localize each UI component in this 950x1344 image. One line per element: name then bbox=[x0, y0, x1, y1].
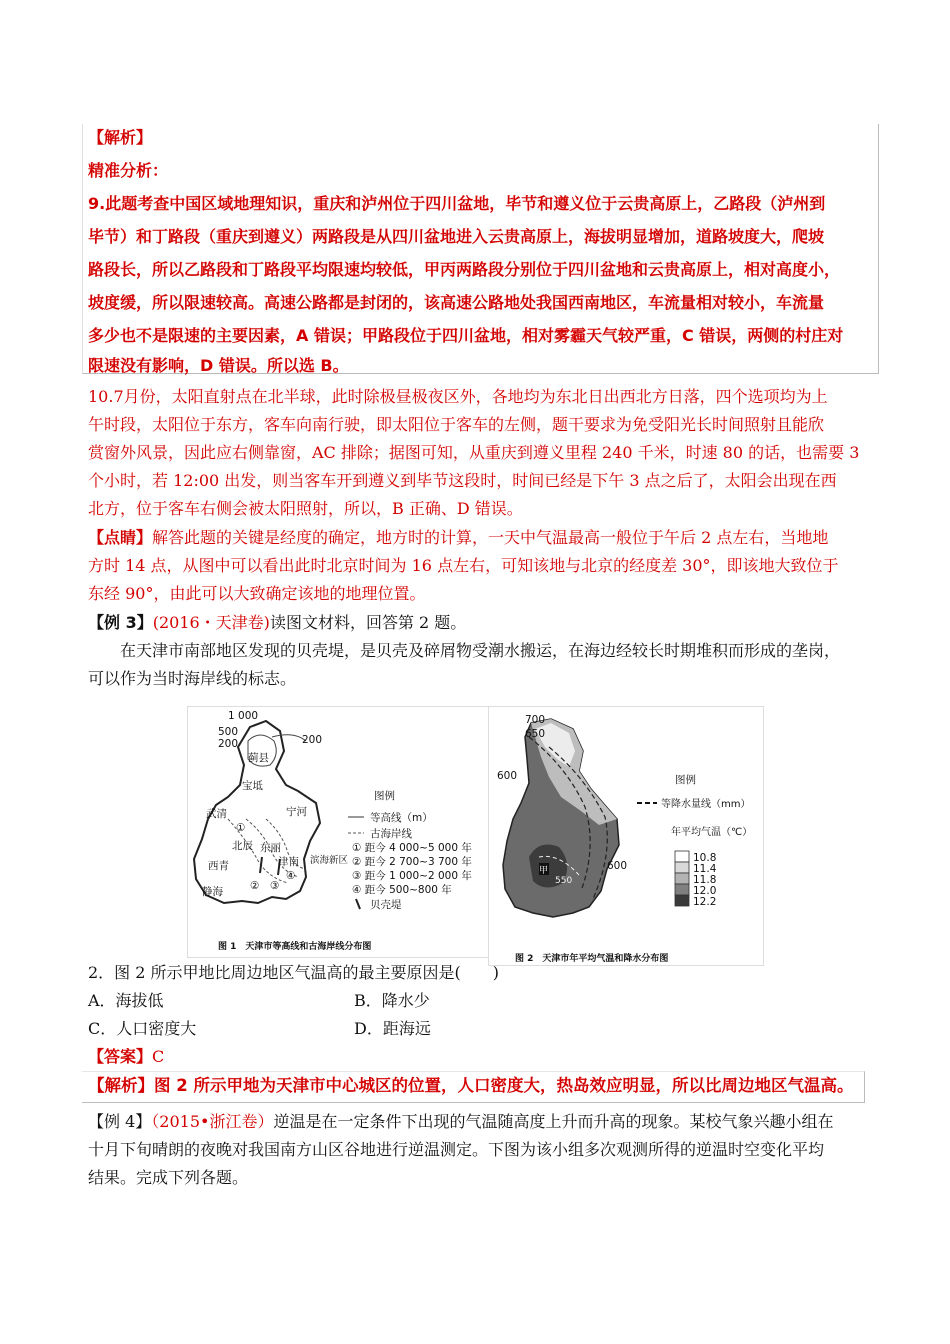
temp-swatch bbox=[675, 851, 689, 862]
legend-item: 古海岸线 bbox=[370, 828, 412, 840]
contour-label: 1 000 bbox=[228, 710, 259, 722]
place-label: 静海 bbox=[202, 886, 223, 898]
isohyet-label: 600 bbox=[497, 770, 518, 782]
q9-line: 毕节）和丁路段（重庆到遵义）两路段是从四川盆地进入云贵高原上，海拔明显增加，道路坡度大，爬坡 bbox=[88, 227, 825, 246]
place-label-binhai: 滨海新区 bbox=[310, 855, 349, 866]
q2-analysis-text: 图 2 所示甲地为天津市中心城区的位置，人口密度大，热岛效应明显，所以比周边地区气温高。 bbox=[154, 1076, 854, 1095]
example4-text: 逆温是在一定条件下出现的气温随高度上升而升高的现象。某校气象兴趣小组在 bbox=[273, 1112, 834, 1131]
example4-line: 十月下旬晴朗的夜晚对我国南方山区谷地进行逆温测定。下图为该小组多次观测所得的逆温时空变化平均 bbox=[88, 1140, 825, 1159]
example4-line: 结果。完成下列各题。 bbox=[88, 1168, 249, 1187]
isohyet-label: 700 bbox=[525, 714, 546, 726]
legend-shell-swatch bbox=[356, 899, 360, 909]
place-label: 东丽 bbox=[260, 842, 281, 854]
answer-line bbox=[88, 1046, 164, 1068]
legend-title: 图例 bbox=[374, 790, 395, 802]
figure2-map bbox=[488, 706, 764, 966]
q9-line: 路段长，所以乙路段和丁路段平均限速均较低，甲丙两路段分别位于四川盆地和云贵高原上，相对高度小， bbox=[88, 260, 841, 279]
precise-analysis-subheader: 精准分析： bbox=[88, 161, 169, 180]
figure2-caption: 图 2 天津市年平均气温和降水分布图 bbox=[515, 954, 669, 964]
q10-line: 北方，位于客车右侧会被太阳照射，所以，B 正确、D 错误。 bbox=[88, 499, 523, 518]
contour-label: 200 bbox=[218, 738, 239, 750]
temp-swatch bbox=[675, 895, 689, 906]
legend-title: 图例 bbox=[675, 774, 696, 786]
example4-heading bbox=[88, 1111, 833, 1133]
place-label: 武清 bbox=[206, 808, 227, 820]
temp-scale-label: 11.8 bbox=[693, 874, 717, 886]
legend-item: ① 距今 4 000~5 000 年 bbox=[352, 842, 472, 854]
q10-line: 个小时，若 12:00 出发，则当客车开到遵义到毕节这段时，时间已经是下午 3 点之后了，太阳会出现在西 bbox=[88, 471, 837, 490]
q2-analysis bbox=[88, 1075, 853, 1097]
legend-item: 贝壳堤 bbox=[370, 899, 402, 911]
answer-value: C bbox=[152, 1047, 165, 1066]
place-label: 宝坻 bbox=[242, 780, 263, 792]
isohyet-label: 650 bbox=[525, 728, 546, 740]
figure1-svg bbox=[188, 707, 488, 957]
legend-item: ② 距今 2 700~3 700 年 bbox=[352, 856, 472, 868]
figure1-caption: 图 1 天津市等高线和古海岸线分布图 bbox=[218, 942, 372, 952]
example3-label: 【例 3】 bbox=[88, 613, 153, 632]
circled-number: ① bbox=[236, 822, 246, 834]
answer-label: 【答案】 bbox=[88, 1047, 153, 1066]
place-label: 蓟县 bbox=[248, 752, 269, 764]
temp-scale-label: 12.2 bbox=[693, 896, 717, 908]
isohyet-label: 600 bbox=[607, 860, 628, 872]
place-label: 北辰 bbox=[232, 840, 253, 852]
shell-ridge bbox=[260, 857, 262, 873]
key-point-line: 东经 90°，由此可以大致确定该地的地理位置。 bbox=[88, 584, 426, 603]
q2-analysis-label: 【解析】 bbox=[88, 1076, 154, 1095]
legend-item: 等高线（m） bbox=[370, 812, 433, 824]
legend-temp-title: 年平均气温（℃） bbox=[671, 827, 753, 838]
example4-source: （2015•浙江卷） bbox=[151, 1112, 274, 1131]
place-label: 西青 bbox=[208, 860, 229, 872]
key-point-line: 方时 14 点，从图中可以看出此时北京时间为 16 点左右，可知该地与北京的经度差 30°，即该地大致位于 bbox=[88, 556, 839, 575]
q10-line: 10.7月份，太阳直射点在北半球，此时除极昼极夜区外，各地均为东北日出西北方日落，四个选项均为上 bbox=[88, 387, 828, 406]
place-label: 津南 bbox=[278, 856, 299, 868]
example3-material: 可以作为当时海岸线的标志。 bbox=[88, 669, 297, 688]
contour-label: 500 bbox=[218, 726, 239, 738]
key-point-label: 【点睛】 bbox=[88, 528, 153, 547]
isohyet-label: 550 bbox=[555, 876, 573, 886]
contour-line bbox=[272, 735, 306, 741]
temp-swatch bbox=[675, 873, 689, 884]
jia-label: 甲 bbox=[539, 866, 549, 876]
circled-number: ③ bbox=[270, 880, 280, 892]
circled-number: ④ bbox=[286, 870, 296, 882]
option-d: D．距海远 bbox=[354, 1019, 431, 1038]
figure1-map bbox=[187, 706, 489, 958]
place-label: 宁河 bbox=[286, 806, 307, 818]
question2-stem: 2．图 2 所示甲地比周边地区气温高的最主要原因是( ) bbox=[88, 963, 500, 982]
q10-line: 午时段，太阳位于东方，客车向南行驶，即太阳位于客车的左侧，题干要求为免受阳光长时间照射且能欣 bbox=[88, 415, 825, 434]
temp-scale bbox=[675, 851, 717, 908]
circled-number: ② bbox=[250, 880, 260, 892]
legend-item: ④ 距今 500~800 年 bbox=[352, 884, 452, 896]
figure2-svg bbox=[489, 707, 763, 965]
q9-line: 9.此题考查中国区域地理知识，重庆和泸州位于四川盆地，毕节和遵义位于云贵高原上，乙路段（泸州到 bbox=[88, 194, 826, 213]
key-point-text: 解答此题的关键是经度的确定，地方时的计算，一天中气温最高一般位于午后 2 点左右，当地地 bbox=[152, 528, 829, 547]
example3-source: (2016・天津卷) bbox=[152, 613, 270, 632]
example4-label: 【例 4】 bbox=[88, 1112, 152, 1131]
temp-scale-label: 10.8 bbox=[693, 852, 717, 864]
option-c: C．人口密度大 bbox=[88, 1019, 197, 1038]
contour-label: 200 bbox=[302, 734, 323, 746]
temp-swatch bbox=[675, 862, 689, 873]
example3-heading bbox=[88, 612, 466, 634]
temp-scale-label: 11.4 bbox=[693, 863, 717, 875]
option-a: A．海拔低 bbox=[88, 991, 164, 1010]
q9-line: 多少也不是限速的主要因素，A 错误；甲路段位于四川盆地，相对雾霾天气较严重，C 错误，两侧的村庄对 bbox=[88, 326, 844, 345]
example3-text: 读图文材料，回答第 2 题。 bbox=[269, 613, 467, 632]
legend-isohyet-text: 等降水量线（mm） bbox=[661, 799, 751, 810]
option-b: B．降水少 bbox=[354, 991, 430, 1010]
q9-line: 限速没有影响，D 错误。所以选 B。 bbox=[88, 356, 349, 375]
analysis-header: 【解析】 bbox=[88, 128, 153, 147]
legend-item: ③ 距今 1 000~2 000 年 bbox=[352, 870, 472, 882]
key-point bbox=[88, 527, 828, 549]
temp-scale-label: 12.0 bbox=[693, 885, 717, 897]
q10-line: 赏窗外风景，因此应右侧靠窗，AC 排除；据图可知，从重庆到遵义里程 240 千米，时速 80 的话，也需要 3 bbox=[88, 443, 860, 462]
example3-material: 在天津市南部地区发现的贝壳堤，是贝壳及碎屑物受潮水搬运，在海边经较长时期堆积而形成的垄岗， bbox=[120, 641, 841, 660]
temp-swatch bbox=[675, 884, 689, 895]
q9-line: 坡度缓，所以限速较高。高速公路都是封闭的，该高速公路地处我国西南地区，车流量相对较小，车流量 bbox=[88, 293, 825, 312]
